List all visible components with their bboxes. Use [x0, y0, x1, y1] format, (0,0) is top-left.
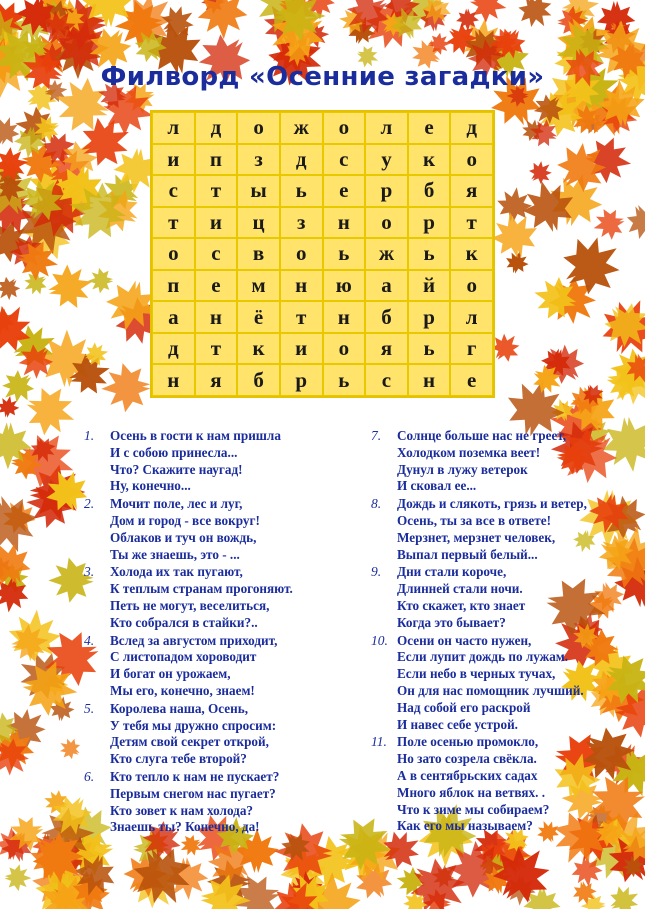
- grid-cell[interactable]: й: [408, 270, 451, 302]
- riddle: [371, 633, 603, 734]
- riddle: [84, 769, 316, 836]
- riddle-line: Осени он часто нужен,: [397, 632, 532, 648]
- grid-cell[interactable]: п: [195, 144, 238, 176]
- riddle-number: 8.: [371, 496, 382, 512]
- grid-cell[interactable]: н: [323, 207, 366, 239]
- maple-leaf-icon: [495, 185, 535, 225]
- riddle-number: 4.: [84, 632, 95, 648]
- grid-cell[interactable]: е: [323, 175, 366, 207]
- grid-cell[interactable]: о: [323, 333, 366, 365]
- grid-cell[interactable]: д: [450, 112, 493, 144]
- maple-leaf-icon: [196, 0, 248, 41]
- grid-cell[interactable]: л: [152, 112, 195, 144]
- grid-cell[interactable]: б: [237, 364, 280, 396]
- riddle-line: Дни стали короче,: [397, 564, 507, 580]
- riddle-number: 3.: [84, 564, 95, 580]
- grid-cell[interactable]: б: [365, 301, 408, 333]
- grid-cell[interactable]: я: [365, 333, 408, 365]
- grid-cell[interactable]: м: [237, 270, 280, 302]
- grid-cell[interactable]: о: [280, 238, 323, 270]
- grid-cell[interactable]: н: [195, 301, 238, 333]
- riddle-line: И навес себе устрой.: [397, 716, 518, 732]
- riddle-line: Мы его, конечно, знаем!: [110, 682, 255, 698]
- grid-cell[interactable]: п: [152, 270, 195, 302]
- grid-cell[interactable]: т: [152, 207, 195, 239]
- riddle-line: Как его мы называем?: [397, 818, 533, 834]
- riddle-line: Когда это бывает?: [397, 614, 506, 630]
- riddle-line: Королева наша, Осень,: [110, 700, 249, 716]
- grid-cell[interactable]: ю: [323, 270, 366, 302]
- riddle-line: Много яблок на ветвях. .: [397, 784, 545, 800]
- maple-leaf-icon: [620, 198, 645, 248]
- grid-cell[interactable]: ё: [237, 301, 280, 333]
- grid-cell[interactable]: н: [323, 301, 366, 333]
- grid-cell[interactable]: р: [408, 207, 451, 239]
- maple-leaf-icon: [524, 156, 557, 189]
- riddle-line: Холода их так пугают,: [110, 564, 243, 580]
- grid-cell[interactable]: н: [280, 270, 323, 302]
- grid-cell[interactable]: р: [280, 364, 323, 396]
- riddle: [84, 701, 316, 768]
- grid-cell[interactable]: о: [365, 207, 408, 239]
- grid-cell[interactable]: а: [152, 301, 195, 333]
- grid-cell[interactable]: с: [152, 175, 195, 207]
- riddle-number: 7.: [371, 428, 382, 443]
- grid-cell[interactable]: о: [237, 112, 280, 144]
- maple-leaf-icon: [87, 267, 113, 293]
- grid-cell[interactable]: ь: [408, 333, 451, 365]
- riddle-line: Кто зовет к нам холода?: [110, 802, 254, 818]
- grid-cell[interactable]: к: [237, 333, 280, 365]
- riddle-line: Осень, ты за все в ответе!: [397, 512, 552, 528]
- riddle-number: 2.: [84, 496, 95, 512]
- riddle-line: И с собою принесла...: [110, 444, 238, 460]
- maple-leaf-icon: [0, 487, 46, 561]
- grid-cell[interactable]: я: [450, 175, 493, 207]
- grid-cell[interactable]: т: [195, 333, 238, 365]
- riddle-line: Холодком поземка веет!: [397, 444, 541, 460]
- riddle-line: Над собой его раскрой: [397, 699, 531, 715]
- word-search-grid: [150, 110, 495, 398]
- maple-leaf-icon: [604, 880, 645, 909]
- grid-cell[interactable]: г: [450, 333, 493, 365]
- riddle-line: Знаешь ты? Конечно, да!: [110, 819, 260, 835]
- grid-cell[interactable]: з: [280, 207, 323, 239]
- grid-cell[interactable]: ж: [280, 112, 323, 144]
- grid-cell[interactable]: е: [450, 364, 493, 396]
- grid-cell[interactable]: р: [365, 175, 408, 207]
- grid-cell[interactable]: и: [280, 333, 323, 365]
- maple-leaf-icon: [55, 734, 85, 764]
- riddle-number: 5.: [84, 700, 95, 716]
- grid-cell[interactable]: ь: [280, 175, 323, 207]
- grid-cell[interactable]: о: [323, 112, 366, 144]
- riddle-line: Мерзнет, мерзнет человек,: [397, 529, 556, 545]
- grid-cell[interactable]: ь: [408, 238, 451, 270]
- riddle-line: Мочит поле, лес и луг,: [110, 496, 243, 512]
- grid-cell[interactable]: с: [323, 144, 366, 176]
- riddle-line: Вслед за августом приходит,: [110, 632, 278, 648]
- riddle-line: Дом и город - все вокруг!: [110, 512, 260, 528]
- riddle-line: Ну, конечно...: [110, 478, 191, 494]
- grid-cell[interactable]: н: [152, 364, 195, 396]
- riddle-line: Кто слуга тебе второй?: [110, 751, 247, 767]
- riddle-line: Дождь и слякоть, грязь и ветер,: [397, 496, 587, 512]
- grid-cell[interactable]: д: [280, 144, 323, 176]
- grid-cell[interactable]: о: [450, 144, 493, 176]
- riddle-number: 6.: [84, 768, 95, 784]
- grid-cell[interactable]: с: [365, 364, 408, 396]
- riddle-line: Кто тепло к нам не пускает?: [110, 768, 280, 784]
- riddle-line: Дунул в лужу ветерок: [397, 461, 528, 477]
- maple-leaf-icon: [0, 272, 25, 306]
- grid-cell[interactable]: ж: [365, 238, 408, 270]
- riddle-line: И богат он урожаем,: [110, 666, 231, 682]
- riddle-line: Если небо в черных тучах,: [397, 666, 556, 682]
- riddle-number: 10.: [371, 632, 388, 648]
- riddle-line: Выпал первый белый...: [397, 546, 538, 562]
- riddle-line: Что? Скажите наугад!: [110, 461, 243, 477]
- grid-cell[interactable]: е: [408, 112, 451, 144]
- maple-leaf-icon: [590, 205, 629, 244]
- riddle-line: Петь не могут, веселиться,: [110, 597, 270, 613]
- riddle: [371, 734, 603, 835]
- riddle: [84, 428, 316, 495]
- riddle-line: Облаков и туч он вождь,: [110, 529, 257, 545]
- riddle-line: Кто скажет, кто знает: [397, 597, 526, 613]
- grid-cell[interactable]: с: [195, 238, 238, 270]
- riddle: [84, 496, 316, 563]
- grid-cell[interactable]: б: [408, 175, 451, 207]
- riddle-line: К теплым странам прогоняют.: [110, 581, 293, 597]
- riddle-line: У тебя мы дружно спросим:: [110, 717, 277, 733]
- grid-cell[interactable]: в: [237, 238, 280, 270]
- riddle-line: А в сентябрьских садах: [397, 767, 538, 783]
- grid-cell[interactable]: у: [365, 144, 408, 176]
- grid-cell[interactable]: ы: [237, 175, 280, 207]
- grid-cell[interactable]: н: [408, 364, 451, 396]
- grid-cell[interactable]: я: [195, 364, 238, 396]
- riddle: [371, 496, 603, 563]
- grid-cell[interactable]: к: [450, 238, 493, 270]
- grid-cell[interactable]: д: [195, 112, 238, 144]
- grid-cell[interactable]: т: [280, 301, 323, 333]
- grid-cell[interactable]: а: [365, 270, 408, 302]
- maple-leaf-icon: [44, 260, 98, 314]
- riddle-line: Но зато созрела свёкла.: [397, 751, 537, 767]
- riddle: [84, 564, 316, 631]
- grid-cell[interactable]: р: [408, 301, 451, 333]
- riddle-line: С листопадом хороводит: [110, 649, 257, 665]
- riddle-line: Детям свой секрет открой,: [110, 734, 269, 750]
- riddle: [371, 428, 603, 495]
- riddle-line: И сковал ее...: [397, 478, 477, 494]
- riddle-line: Кто собрался в стайки?..: [110, 614, 258, 630]
- grid-cell[interactable]: е: [195, 270, 238, 302]
- riddle-line: Если лупит дождь по лужам.: [397, 649, 569, 665]
- riddles-right-column: [371, 428, 603, 836]
- grid-cell[interactable]: к: [408, 144, 451, 176]
- grid-cell[interactable]: з: [237, 144, 280, 176]
- riddle-line: Осень в гости к нам пришла: [110, 428, 281, 443]
- grid-cell[interactable]: о: [152, 238, 195, 270]
- riddle-line: Ты же знаешь, это - ...: [110, 546, 240, 562]
- grid-cell[interactable]: ь: [323, 364, 366, 396]
- grid-cell[interactable]: л: [450, 301, 493, 333]
- riddle: [84, 633, 316, 700]
- riddle: [371, 564, 603, 631]
- riddle-line: Первым снегом нас пугает?: [110, 785, 276, 801]
- riddle-number: 1.: [84, 428, 95, 443]
- riddle-line: Он для нас помощник лучший.: [397, 682, 584, 698]
- maple-leaf-icon: [512, 0, 560, 35]
- riddle-number: 9.: [371, 564, 382, 580]
- grid-cell[interactable]: ь: [323, 238, 366, 270]
- grid-cell[interactable]: о: [450, 270, 493, 302]
- riddle-line: Поле осенью промокло,: [397, 734, 539, 750]
- grid-cell[interactable]: и: [195, 207, 238, 239]
- grid-cell[interactable]: т: [450, 207, 493, 239]
- grid-cell[interactable]: и: [152, 144, 195, 176]
- grid-cell[interactable]: л: [365, 112, 408, 144]
- riddle-number: 11.: [371, 734, 387, 750]
- grid-cell[interactable]: т: [195, 175, 238, 207]
- riddle-line: Солнце больше нас не греет,: [397, 428, 567, 443]
- riddle-line: Длинней стали ночи.: [397, 581, 523, 597]
- grid-cell[interactable]: д: [152, 333, 195, 365]
- riddle-line: Что к зиме мы собираем?: [397, 801, 550, 817]
- riddles-left-column: [84, 428, 316, 837]
- maple-leaf-icon: [4, 864, 32, 892]
- grid-cell[interactable]: ц: [237, 207, 280, 239]
- page-title: Филворд «Осенние загадки»: [100, 62, 545, 92]
